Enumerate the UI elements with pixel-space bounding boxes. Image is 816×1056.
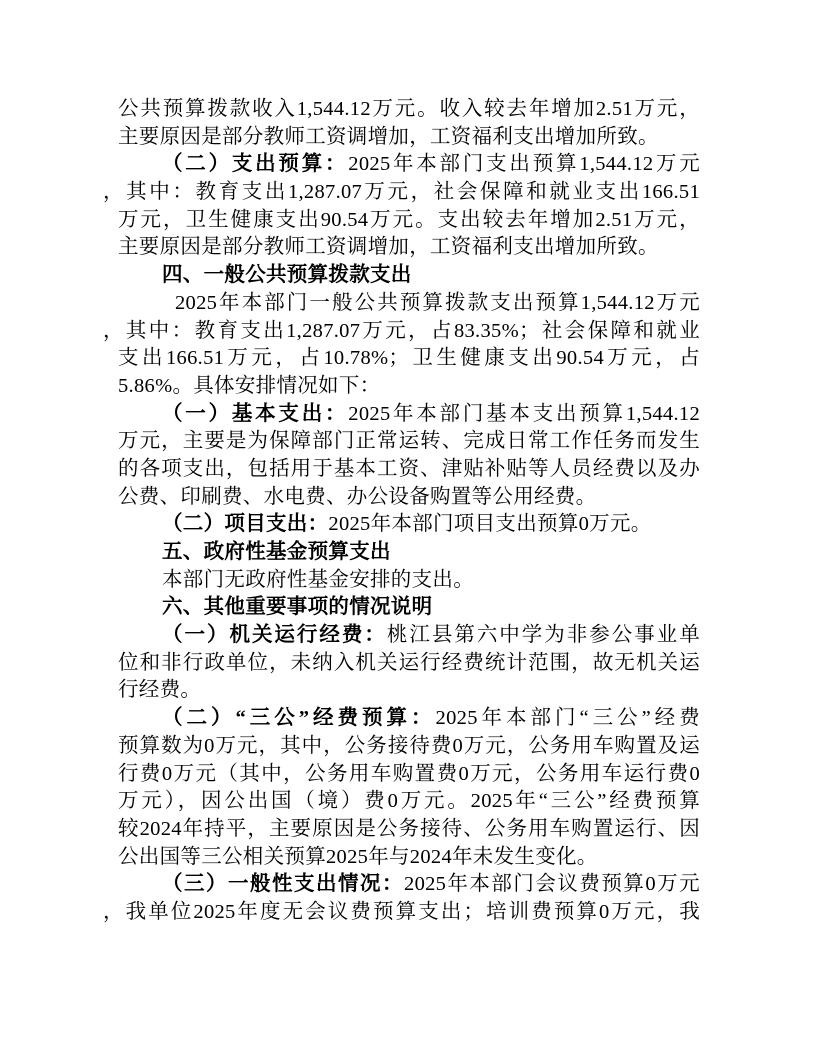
text-line xyxy=(118,484,700,512)
line-text: 公出国等三公相关预算2025年与2024年未发生变化。 xyxy=(118,845,598,868)
line-lead: 五、政府性基金预算支出 xyxy=(162,541,391,563)
text-line xyxy=(118,151,700,179)
text-line xyxy=(103,318,700,346)
text-line xyxy=(118,207,700,235)
line-text: 2025年本部门支出预算1,544.12万元 xyxy=(348,153,700,176)
section-heading xyxy=(118,539,700,567)
line-text: ，我单位2025年度无会议费预算支出；培训费预算0万元，我 xyxy=(103,900,700,923)
line-text: 2025年本部门“三公”经费 xyxy=(435,707,700,730)
text-line xyxy=(118,290,700,318)
text-line xyxy=(118,401,700,429)
text-line xyxy=(118,761,700,789)
text-line xyxy=(118,511,700,539)
line-text: 2025年本部门项目支出预算0万元。 xyxy=(328,513,652,536)
line-lead: （二）项目支出： xyxy=(162,513,329,536)
line-text: 支出166.51万元，占10.78%；卫生健康支出90.54万元，占 xyxy=(118,347,700,370)
text-line xyxy=(118,456,700,484)
line-text: 行费0万元（其中，公务用车购置费0万元，公务用车运行费0 xyxy=(118,762,700,785)
line-text: 桃江县第六中学为非参公事业单 xyxy=(386,624,700,647)
line-text: ，其中：教育支出1,287.07万元，占83.35%；社会保障和就业 xyxy=(103,319,700,342)
line-text: 万元），因公出国（境）费0万元。2025年“三公”经费预算 xyxy=(118,790,700,813)
line-text: 公共预算拨款收入1,544.12万元。收入较去年增加2.51万元， xyxy=(118,98,700,120)
line-text: 5.86%。具体安排情况如下： xyxy=(118,374,381,397)
line-text: 2025年本部门会议费预算0万元 xyxy=(404,873,700,896)
line-lead: （一）机关运行经费： xyxy=(162,624,387,647)
line-text: 的各项支出，包括用于基本工资、津贴补贴等人员经费以及办 xyxy=(118,457,700,480)
text-line xyxy=(118,428,700,456)
text-line xyxy=(118,622,700,650)
line-lead: 四、一般公共预算拨款支出 xyxy=(162,264,412,287)
text-line xyxy=(118,650,700,678)
text-line xyxy=(118,96,700,124)
line-text: 预算数为0万元，其中，公务接待费0万元，公务用车购置及运 xyxy=(118,734,700,757)
text-line xyxy=(118,816,700,844)
text-line xyxy=(118,345,700,373)
text-line xyxy=(118,567,700,595)
text-line xyxy=(118,373,700,401)
line-text: 主要原因是部分教师工资调增加，工资福利支出增加所致。 xyxy=(118,125,659,148)
text-line xyxy=(118,234,700,262)
text-line xyxy=(118,844,700,872)
line-text: 主要原因是部分教师工资调增加，工资福利支出增加所致。 xyxy=(118,236,659,259)
document-text-body xyxy=(103,96,700,927)
line-text: 万元，卫生健康支出90.54万元。支出较去年增加2.51万元， xyxy=(118,208,700,231)
line-text: 2025年本部门一般公共预算拨款支出预算1,544.12万元 xyxy=(175,291,700,314)
line-text: 位和非行政单位，未纳入机关运行经费统计范围，故无机关运 xyxy=(118,651,700,674)
text-line xyxy=(118,677,700,705)
line-text: 公费、印刷费、水电费、办公设备购置等公用经费。 xyxy=(118,485,597,508)
line-text: 较2024年持平，主要原因是公务接待、公务用车购置运行、因 xyxy=(118,817,700,840)
text-line xyxy=(118,788,700,816)
line-lead: （二）“三公”经费预算： xyxy=(162,707,436,730)
text-line xyxy=(103,179,700,207)
line-text: 万元，主要是为保障部门正常运转、完成日常工作任务而发生 xyxy=(118,430,700,453)
line-lead: （一）基本支出： xyxy=(162,402,349,425)
line-text: 本部门无政府性基金安排的支出。 xyxy=(162,568,474,591)
text-line xyxy=(118,733,700,761)
line-lead: （二）支出预算： xyxy=(162,153,349,176)
text-line xyxy=(118,124,700,152)
line-text: 2025年本部门基本支出预算1,544.12 xyxy=(348,402,700,425)
line-lead: （三）一般性支出情况： xyxy=(162,873,405,896)
line-text: ，其中：教育支出1,287.07万元，社会保障和就业支出166.51 xyxy=(103,181,700,204)
text-line xyxy=(103,899,700,927)
text-line xyxy=(118,705,700,733)
line-text: 行经费。 xyxy=(118,679,202,702)
section-heading xyxy=(118,594,700,622)
line-lead: 六、其他重要事项的情况说明 xyxy=(162,596,433,619)
text-line xyxy=(118,871,700,899)
section-heading xyxy=(118,262,700,290)
